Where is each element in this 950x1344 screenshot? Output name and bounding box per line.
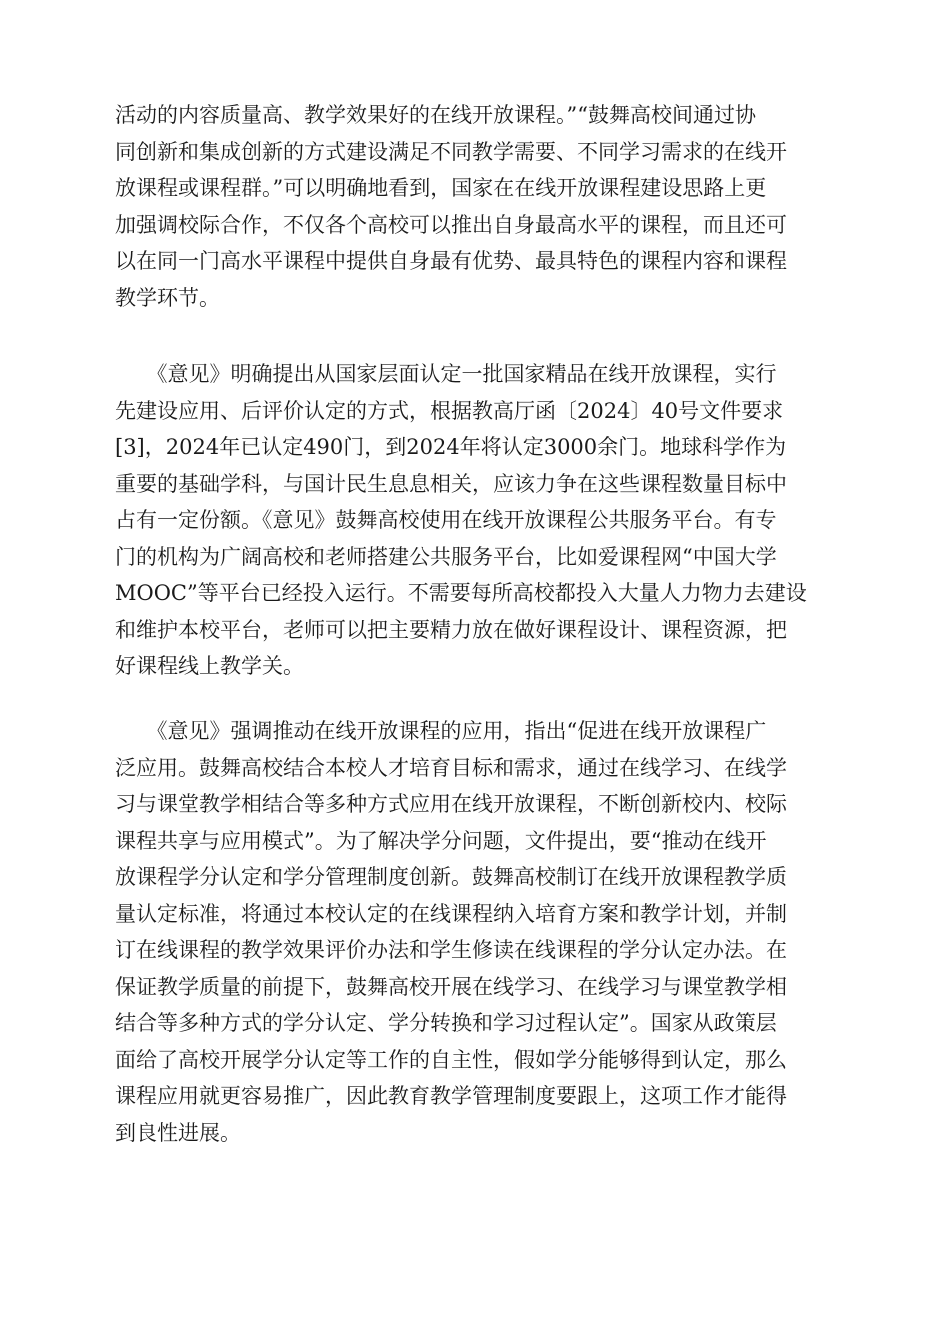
paragraph-2: 《意见》明确提出从国家层面认定一批国家精品在线开放课程，实行 先建设应用、后评价认定的方式，根据教高厅函〔2024〕40号文件要求 [3]，2024年已认定490门，到2024年将认定3000余门。地球科学作为 重要的基础学科，与国计民生息息相关，应该力争在这些课程数量目标中 占有一定份额。《意见》鼓舞高校使用在线开放课程公共服务平台。有专 门的机构为广阔高校和老师搭建公共服务平台，比如爱课程网“中国大学 MOOC”等平台已经投入运行。不需要每所高校都投入大量人力物力去建设 和维护本校平台，老师可以把主要精力放在做好课程设计、课程资源，把 好课程线上教学关。 (115, 362, 807, 678)
paragraph-3: 《意见》强调推动在线开放课程的应用，指出“促进在线开放课程广 泛应用。鼓舞高校结合本校人才培育目标和需求，通过在线学习、在线学 习与课堂教学相结合等多种方式应用在线开放课程，不断创新校内、校际 课程共享与应用模式”。为了解决学分问题，文件提出，要“推动在线开 放课程学分认定和学分管理制度创新。鼓舞高校制订在线开放课程教学质 量认定标准，将通过本校认定的在线课程纳入培育方案和教学计划，并制 订在线课程的教学效果评价办法和学生修读在线课程的学分认定办法。在 保证教学质量的前提下，鼓舞高校开展在线学习、在线学习与课堂教学相 结合等多种方式的学分认定、学分转换和学习过程认定”。国家从政策层 面给了高校开展学分认定等工作的自主性，假如学分能够得到认定，那么 课程应用就更容易推广，因此教育教学管理制度要跟上，这项工作才能得 到良性进展。 (115, 719, 787, 1145)
paragraph-1: 活动的内容质量高、教学效果好的在线开放课程。”“鼓舞高校间通过协 同创新和集成创新的方式建设满足不同教学需要、不同学习需求的在线开 放课程或课程群。”可以明确地看到，国家在在线开放课程建设思路上更 加强调校际合作，不仅各个高校可以推出自身最高水平的课程，而且还可 以在同一门高水平课程中提供自身最有优势、最具特色的课程内容和课程 教学环节。 (115, 103, 787, 310)
